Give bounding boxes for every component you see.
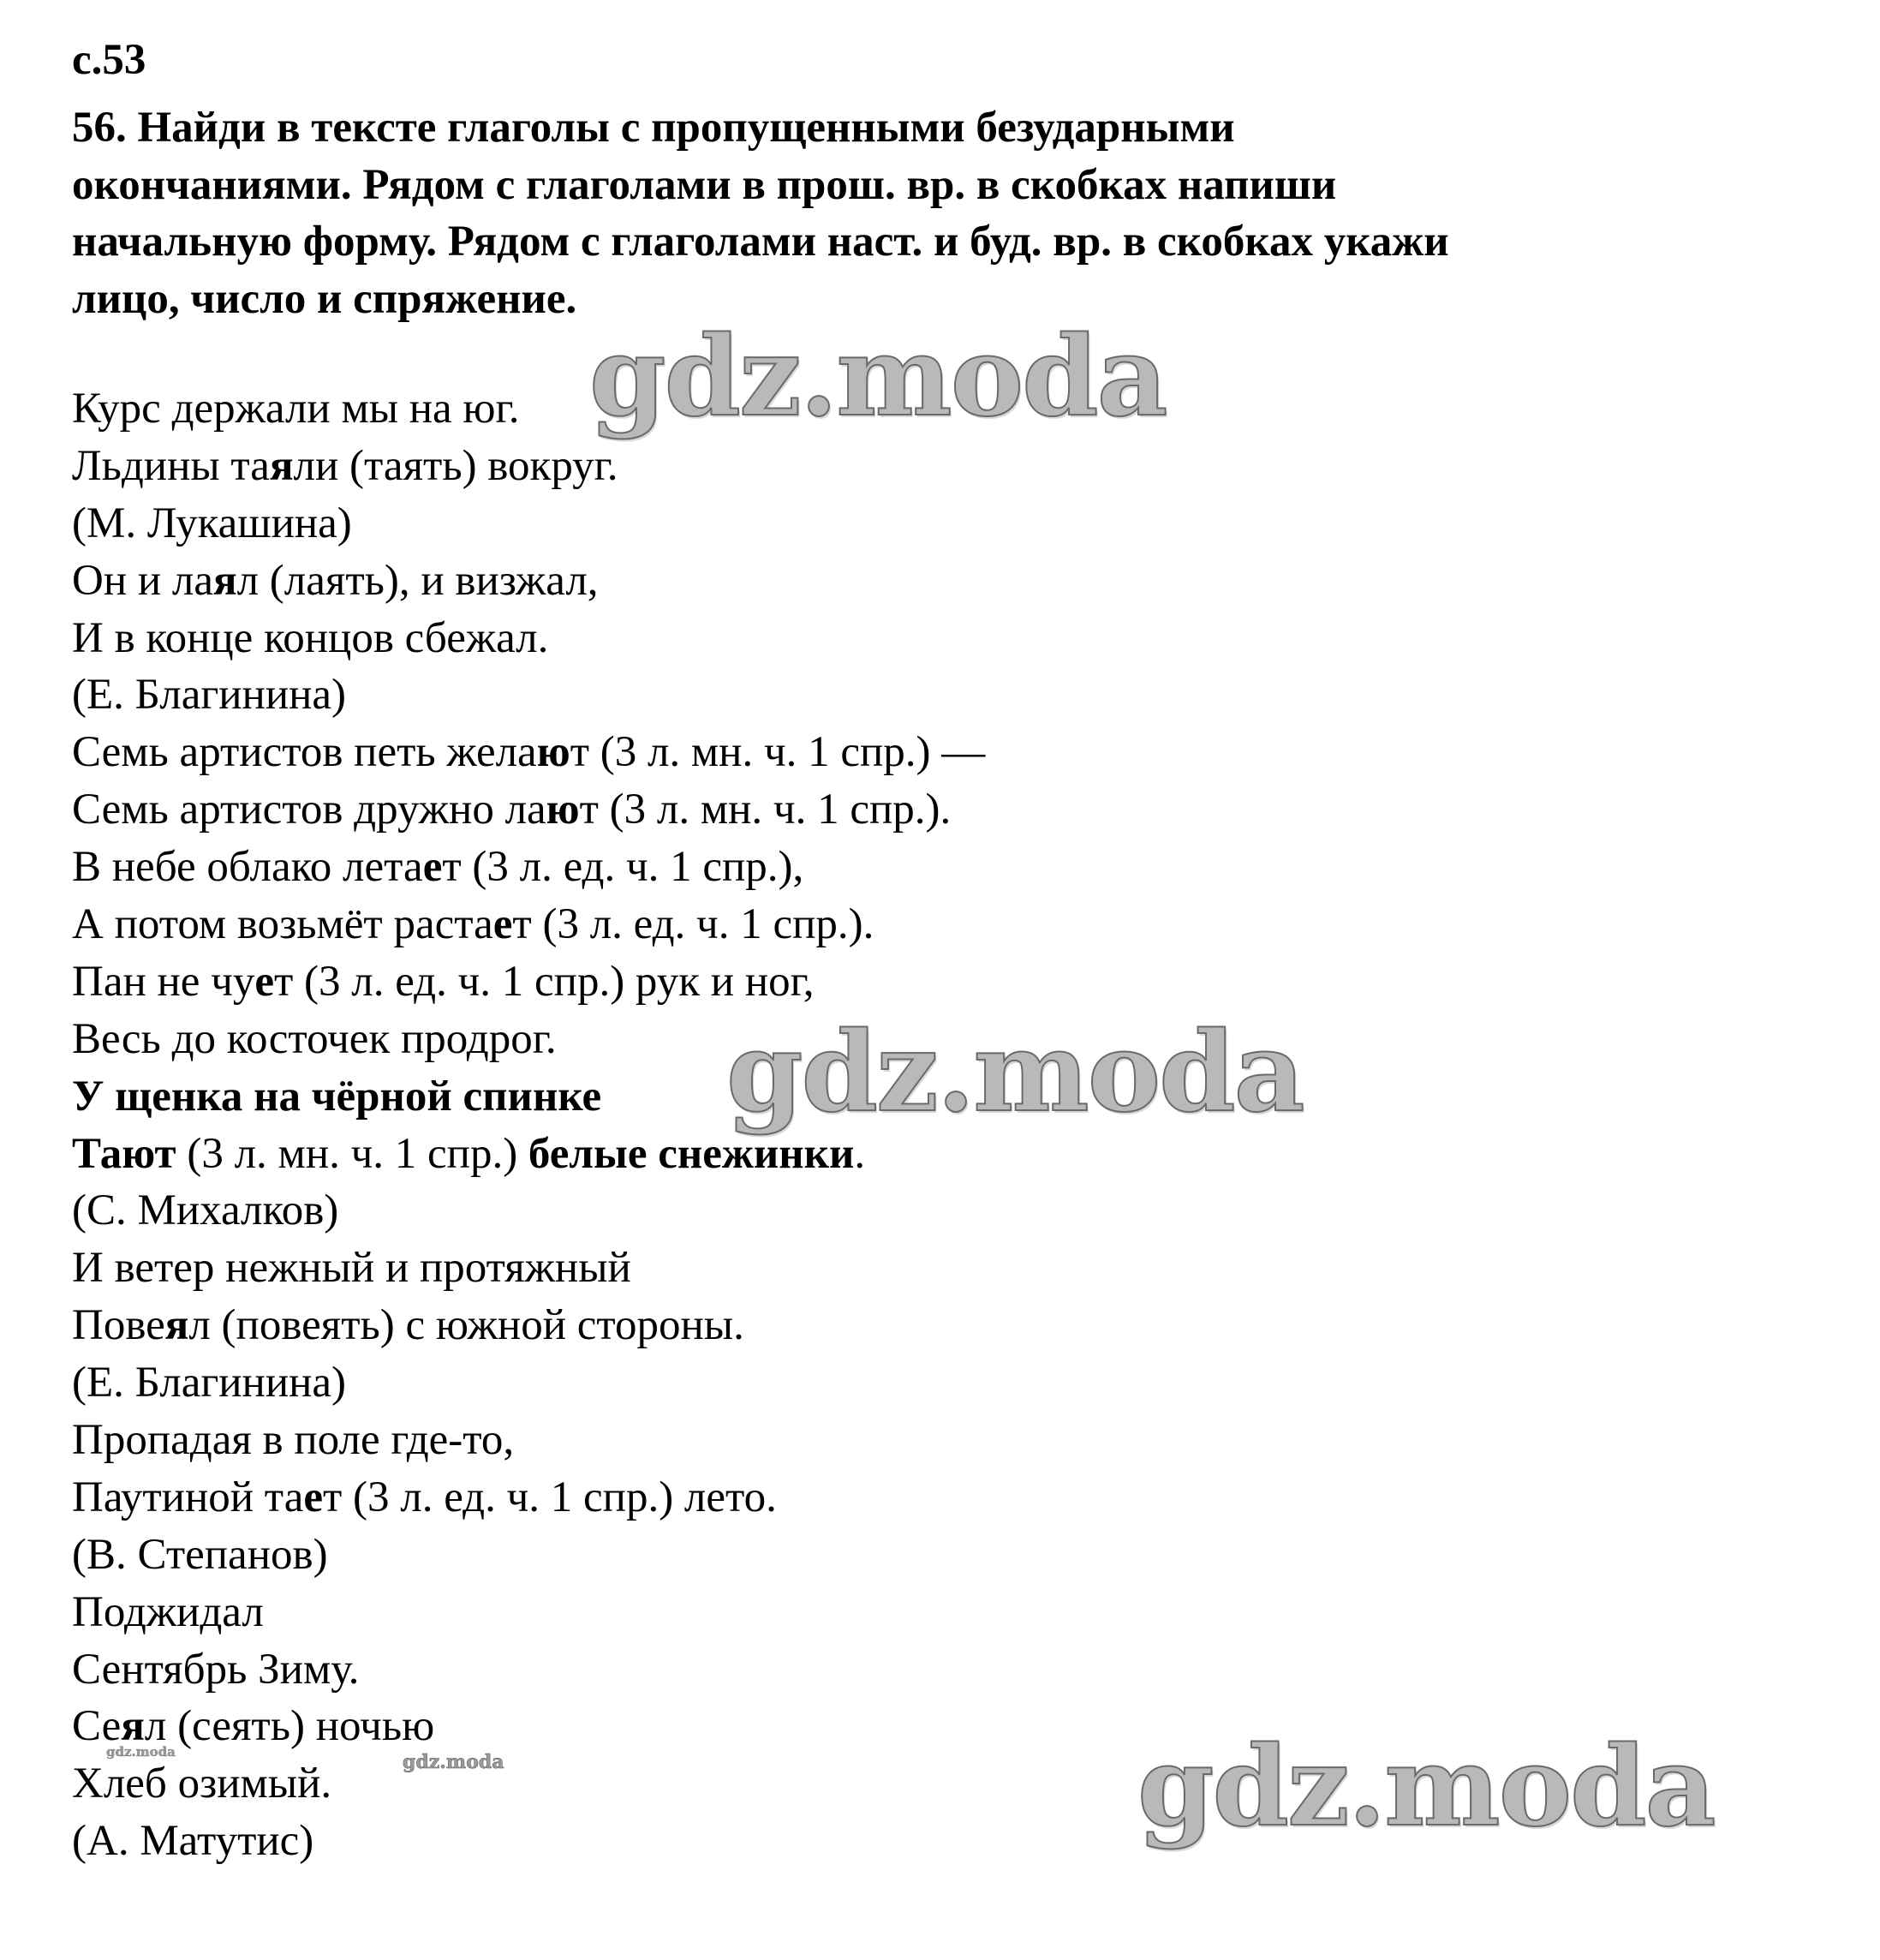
poem-line xyxy=(72,1297,985,1354)
poem-line-text: Пан не чу xyxy=(72,957,255,1006)
poem-punct: . xyxy=(854,1129,866,1178)
watermark-logo: gdz.moda xyxy=(1137,1723,1715,1851)
poem-line xyxy=(72,666,985,724)
inserted-ending: ю xyxy=(546,786,580,834)
poem-line-text: Весь до косточек продрог. xyxy=(72,1014,557,1063)
poem-line-text: т (3 л. ед. ч. 1 спр.), xyxy=(442,843,804,892)
poem-line-text: Семь артистов петь жела xyxy=(72,728,537,777)
poem-line-text: л (лаять), и визжал, xyxy=(236,556,599,605)
inserted-ending: е xyxy=(492,900,513,949)
poem-line-text: л (сеять) ночью xyxy=(144,1702,435,1751)
poem-line xyxy=(72,1412,985,1469)
poem-line xyxy=(72,1813,985,1870)
poem-line-text: Хлеб озимый. xyxy=(72,1760,332,1808)
poem-line-text: т (3 л. мн. ч. 1 спр.). xyxy=(579,786,952,834)
poem-line xyxy=(72,896,985,953)
poem-author: (М. Лукашина) xyxy=(72,499,352,547)
poem-line xyxy=(72,953,985,1011)
poem-line-text: Сентябрь Зиму. xyxy=(72,1645,360,1694)
poem-line-text: И в конце концов сбежал. xyxy=(72,613,549,662)
poem-line-text: Льдины та xyxy=(72,441,270,490)
poem-line-text: Курс держали мы на юг. xyxy=(72,385,520,433)
poem-line-text: л (повеять) с южной стороны. xyxy=(188,1301,744,1350)
poem-line-text: т (3 л. ед. ч. 1 спр.) лето. xyxy=(322,1473,777,1521)
poem-verb-bold: Тают xyxy=(72,1129,176,1178)
poem-line xyxy=(72,1182,985,1240)
poem-line-text: Пропадая в поле где-то, xyxy=(72,1416,515,1465)
task-line: лицо, число и спряжение. xyxy=(72,274,577,323)
poem-line-text: И ветер нежный и протяжный xyxy=(72,1244,631,1293)
task-statement xyxy=(72,99,1853,327)
poem-line xyxy=(72,438,985,495)
inserted-ending: е xyxy=(303,1473,323,1521)
poem-line-text: т (3 л. ед. ч. 1 спр.). xyxy=(512,900,874,949)
poem-line xyxy=(72,781,985,839)
poem-line xyxy=(72,495,985,553)
poem-line xyxy=(72,1527,985,1584)
inserted-ending: ю xyxy=(536,728,570,777)
watermark-logo: gdz.moda xyxy=(589,313,1167,441)
poem-line xyxy=(72,1240,985,1297)
poem-line-text: Он и ла xyxy=(72,556,214,605)
watermark-logo: gdz.moda xyxy=(726,1008,1304,1137)
poem-line-bold: белые снежинки xyxy=(528,1129,855,1178)
inserted-ending: е xyxy=(254,957,274,1006)
poem-line xyxy=(72,1469,985,1527)
watermark-logo: gdz.moda xyxy=(403,1751,504,1773)
poem-line-text: Поджидал xyxy=(72,1587,264,1636)
poem-author: (Е. Благинина) xyxy=(72,671,347,720)
poem-line xyxy=(72,1354,985,1412)
poem-line xyxy=(72,1641,985,1699)
poem-line-text: В небе облако лета xyxy=(72,843,423,892)
poem-author: (Е. Благинина) xyxy=(72,1359,347,1407)
poem-line-text: Пове xyxy=(72,1301,165,1350)
poem-line-bold: У щенка на чёрной спинке xyxy=(72,1072,602,1120)
inserted-ending: я xyxy=(121,1702,145,1751)
poem-line xyxy=(72,839,985,896)
poem-author: (А. Матутис) xyxy=(72,1817,314,1866)
poem-line xyxy=(72,1698,985,1755)
poem-line-text: Семь артистов дружно ла xyxy=(72,786,546,834)
poem-line-text: ли (таять) вокруг. xyxy=(293,441,618,490)
watermark-logo: gdz.moda xyxy=(106,1744,176,1760)
task-line: начальную форму. Рядом с глаголами наст. и буд. вр. в скобках укажи xyxy=(72,218,1449,266)
inserted-ending: е xyxy=(422,843,443,892)
inserted-ending: я xyxy=(269,441,294,490)
poem-line-text: т (3 л. мн. ч. 1 спр.) — xyxy=(570,728,986,777)
poem-line-text: Паутиной та xyxy=(72,1473,304,1521)
poem-line-text: А потом возьмёт раста xyxy=(72,900,493,949)
inserted-ending: я xyxy=(213,556,237,605)
poem-line-text: т (3 л. ед. ч. 1 спр.) рук и ног, xyxy=(273,957,815,1006)
poem-annotation: (3 л. мн. ч. 1 спр.) xyxy=(176,1129,528,1178)
inserted-ending: я xyxy=(164,1301,189,1350)
poem-line xyxy=(72,610,985,667)
poem-author: (С. Михалков) xyxy=(72,1186,339,1235)
poem-line xyxy=(72,553,985,610)
poem-line xyxy=(72,724,985,781)
poem-line xyxy=(72,1584,985,1641)
poem-line-text: Се xyxy=(72,1702,122,1751)
task-line: 56. Найди в тексте глаголы с пропущенными безударными xyxy=(72,104,1235,152)
poem-author: (В. Степанов) xyxy=(72,1530,328,1579)
task-line: окончаниями. Рядом с глаголами в прош. вр. в скобках напиши xyxy=(72,160,1337,209)
page-number: с.53 xyxy=(72,36,146,84)
